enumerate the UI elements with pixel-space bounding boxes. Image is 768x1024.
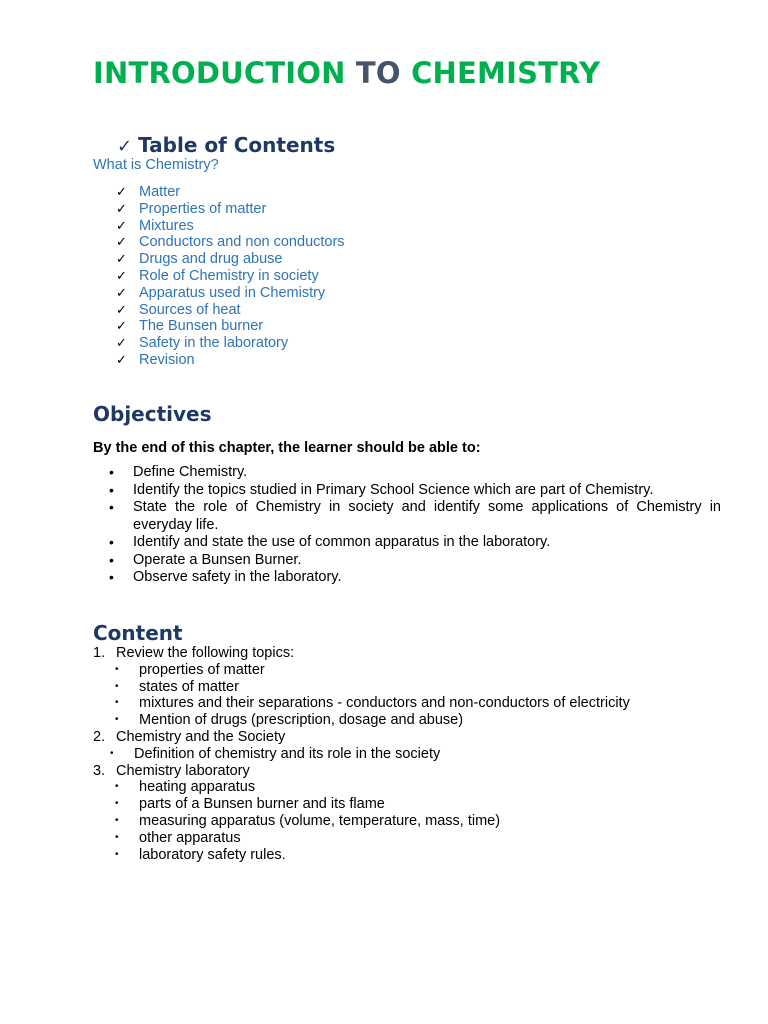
title-part-chemistry: CHEMISTRY [411, 56, 601, 90]
section-number: 3. [93, 762, 106, 779]
content-subitem [93, 746, 733, 763]
toc-item[interactable] [116, 285, 345, 302]
bullet-icon: • [109, 534, 114, 550]
toc-heading [117, 133, 335, 157]
objectives-heading: Objectives [93, 402, 212, 426]
objective-text: Operate a Bunsen Burner. [133, 551, 302, 568]
toc-item-label[interactable]: Conductors and non conductors [139, 234, 345, 251]
objective-text: Define Chemistry. [133, 464, 248, 480]
bullet-icon: • [115, 798, 119, 810]
checkmark-icon: ✓ [116, 335, 127, 351]
bullet-icon: • [115, 848, 119, 860]
subitem-text: laboratory safety rules. [139, 846, 286, 863]
bullet-icon: • [115, 831, 119, 843]
toc-item[interactable] [116, 335, 345, 352]
toc-item-label[interactable]: Apparatus used in Chemistry [139, 284, 326, 301]
objective-item [93, 482, 721, 500]
content-section [93, 729, 733, 763]
subitem-text: mixtures and their separations - conductors and non-conductors of electricity [139, 695, 630, 712]
content-subitem [93, 779, 733, 796]
bullet-icon: • [110, 747, 114, 759]
bullet-icon: • [109, 464, 114, 480]
objectives-intro: By the end of this chapter, the learner should be able to: [93, 440, 481, 456]
content-heading: Content [93, 621, 183, 645]
title-part-to: TO [355, 56, 401, 90]
checkmark-icon: ✓ [116, 234, 127, 250]
toc-item-label[interactable]: The Bunsen burner [139, 318, 264, 335]
toc-item-label[interactable]: Properties of matter [139, 200, 267, 217]
checkmark-icon: ✓ [116, 301, 127, 317]
checkmark-icon: ✓ [116, 351, 127, 367]
section-subitems [93, 779, 733, 863]
objective-item [93, 552, 721, 570]
bullet-icon: • [115, 814, 119, 826]
section-subitems [93, 746, 733, 763]
toc-item[interactable] [116, 234, 345, 251]
toc-item-label[interactable]: Sources of heat [139, 301, 241, 318]
checkmark-icon: ✓ [116, 217, 127, 233]
toc-item[interactable] [116, 201, 345, 218]
toc-item[interactable] [116, 218, 345, 235]
toc-item-label[interactable]: Drugs and drug abuse [139, 251, 283, 268]
toc-item-label[interactable]: Revision [139, 351, 195, 368]
section-number: 1. [93, 645, 106, 661]
bullet-icon: • [115, 697, 119, 709]
toc-item[interactable] [116, 302, 345, 319]
content-section [93, 763, 733, 864]
toc-item[interactable] [116, 268, 345, 285]
bullet-icon: • [109, 569, 114, 585]
subitem-text: parts of a Bunsen burner and its flame [139, 796, 385, 813]
content-subitem [93, 695, 733, 712]
toc-item[interactable] [116, 352, 345, 369]
section-title: Chemistry laboratory [116, 762, 250, 779]
content-subitem [93, 712, 733, 729]
content-subitem [93, 662, 733, 679]
bullet-icon: • [109, 481, 114, 498]
objective-item [93, 464, 721, 482]
toc-item-label[interactable]: Safety in the laboratory [139, 335, 289, 352]
checkmark-icon: ✓ [116, 184, 127, 199]
section-title: Chemistry and the Society [116, 728, 286, 745]
content-subitem [93, 830, 733, 847]
checkmark-icon: ✓ [116, 318, 127, 334]
objective-text: State the role of Chemistry in society and identify some applications of Chemistry in everyday life. [133, 499, 721, 533]
toc-item[interactable] [116, 251, 345, 268]
checkmark-icon: ✓ [116, 267, 127, 283]
toc-item[interactable] [116, 318, 345, 335]
toc-item-label[interactable]: Mixtures [139, 217, 194, 234]
subitem-text: measuring apparatus (volume, temperature, mass, time) [139, 812, 501, 829]
objective-text: Identify and state the use of common apparatus in the laboratory. [133, 534, 551, 550]
toc-link-what-is-chemistry[interactable]: What is Chemistry? [93, 157, 219, 173]
bullet-icon: • [109, 551, 114, 568]
bullet-icon: • [115, 781, 119, 793]
content-subitem [93, 813, 733, 830]
objectives-list [93, 464, 721, 587]
subitem-text: Mention of drugs (prescription, dosage and abuse) [139, 712, 464, 729]
bullet-icon: • [115, 714, 119, 726]
objective-text: Observe safety in the laboratory. [133, 569, 342, 585]
toc-list [116, 184, 345, 369]
title-part-introduction: INTRODUCTION [93, 56, 346, 90]
subitem-text: Definition of chemistry and its role in the society [134, 745, 441, 762]
content-section [93, 645, 733, 729]
section-title: Review the following topics: [116, 645, 295, 661]
bullet-icon: • [109, 499, 114, 515]
content-list [93, 645, 733, 863]
toc-item-label[interactable]: Matter [139, 184, 181, 200]
subitem-text: other apparatus [139, 829, 241, 846]
page-title [93, 56, 600, 90]
subitem-text: properties of matter [139, 661, 265, 678]
section-subitems [93, 662, 733, 729]
subitem-text: states of matter [139, 678, 239, 695]
checkmark-icon: ✓ [116, 284, 127, 300]
checkmark-icon: ✓ [116, 200, 127, 216]
content-subitem [93, 679, 733, 696]
toc-item-label[interactable]: Role of Chemistry in society [139, 267, 319, 284]
objective-item [93, 569, 721, 587]
content-subitem [93, 796, 733, 813]
section-number: 2. [93, 728, 106, 745]
content-subitem [93, 847, 733, 864]
checkmark-icon: ✓ [117, 136, 133, 157]
checkmark-icon: ✓ [116, 251, 127, 267]
bullet-icon: • [115, 680, 119, 692]
objective-item [93, 499, 721, 534]
toc-heading-text: Table of Contents [138, 133, 336, 157]
objective-text: Identify the topics studied in Primary School Science which are part of Chemistry. [133, 481, 654, 498]
objective-item [93, 534, 721, 552]
bullet-icon: • [115, 663, 119, 675]
toc-item[interactable] [116, 184, 345, 201]
subitem-text: heating apparatus [139, 779, 256, 796]
